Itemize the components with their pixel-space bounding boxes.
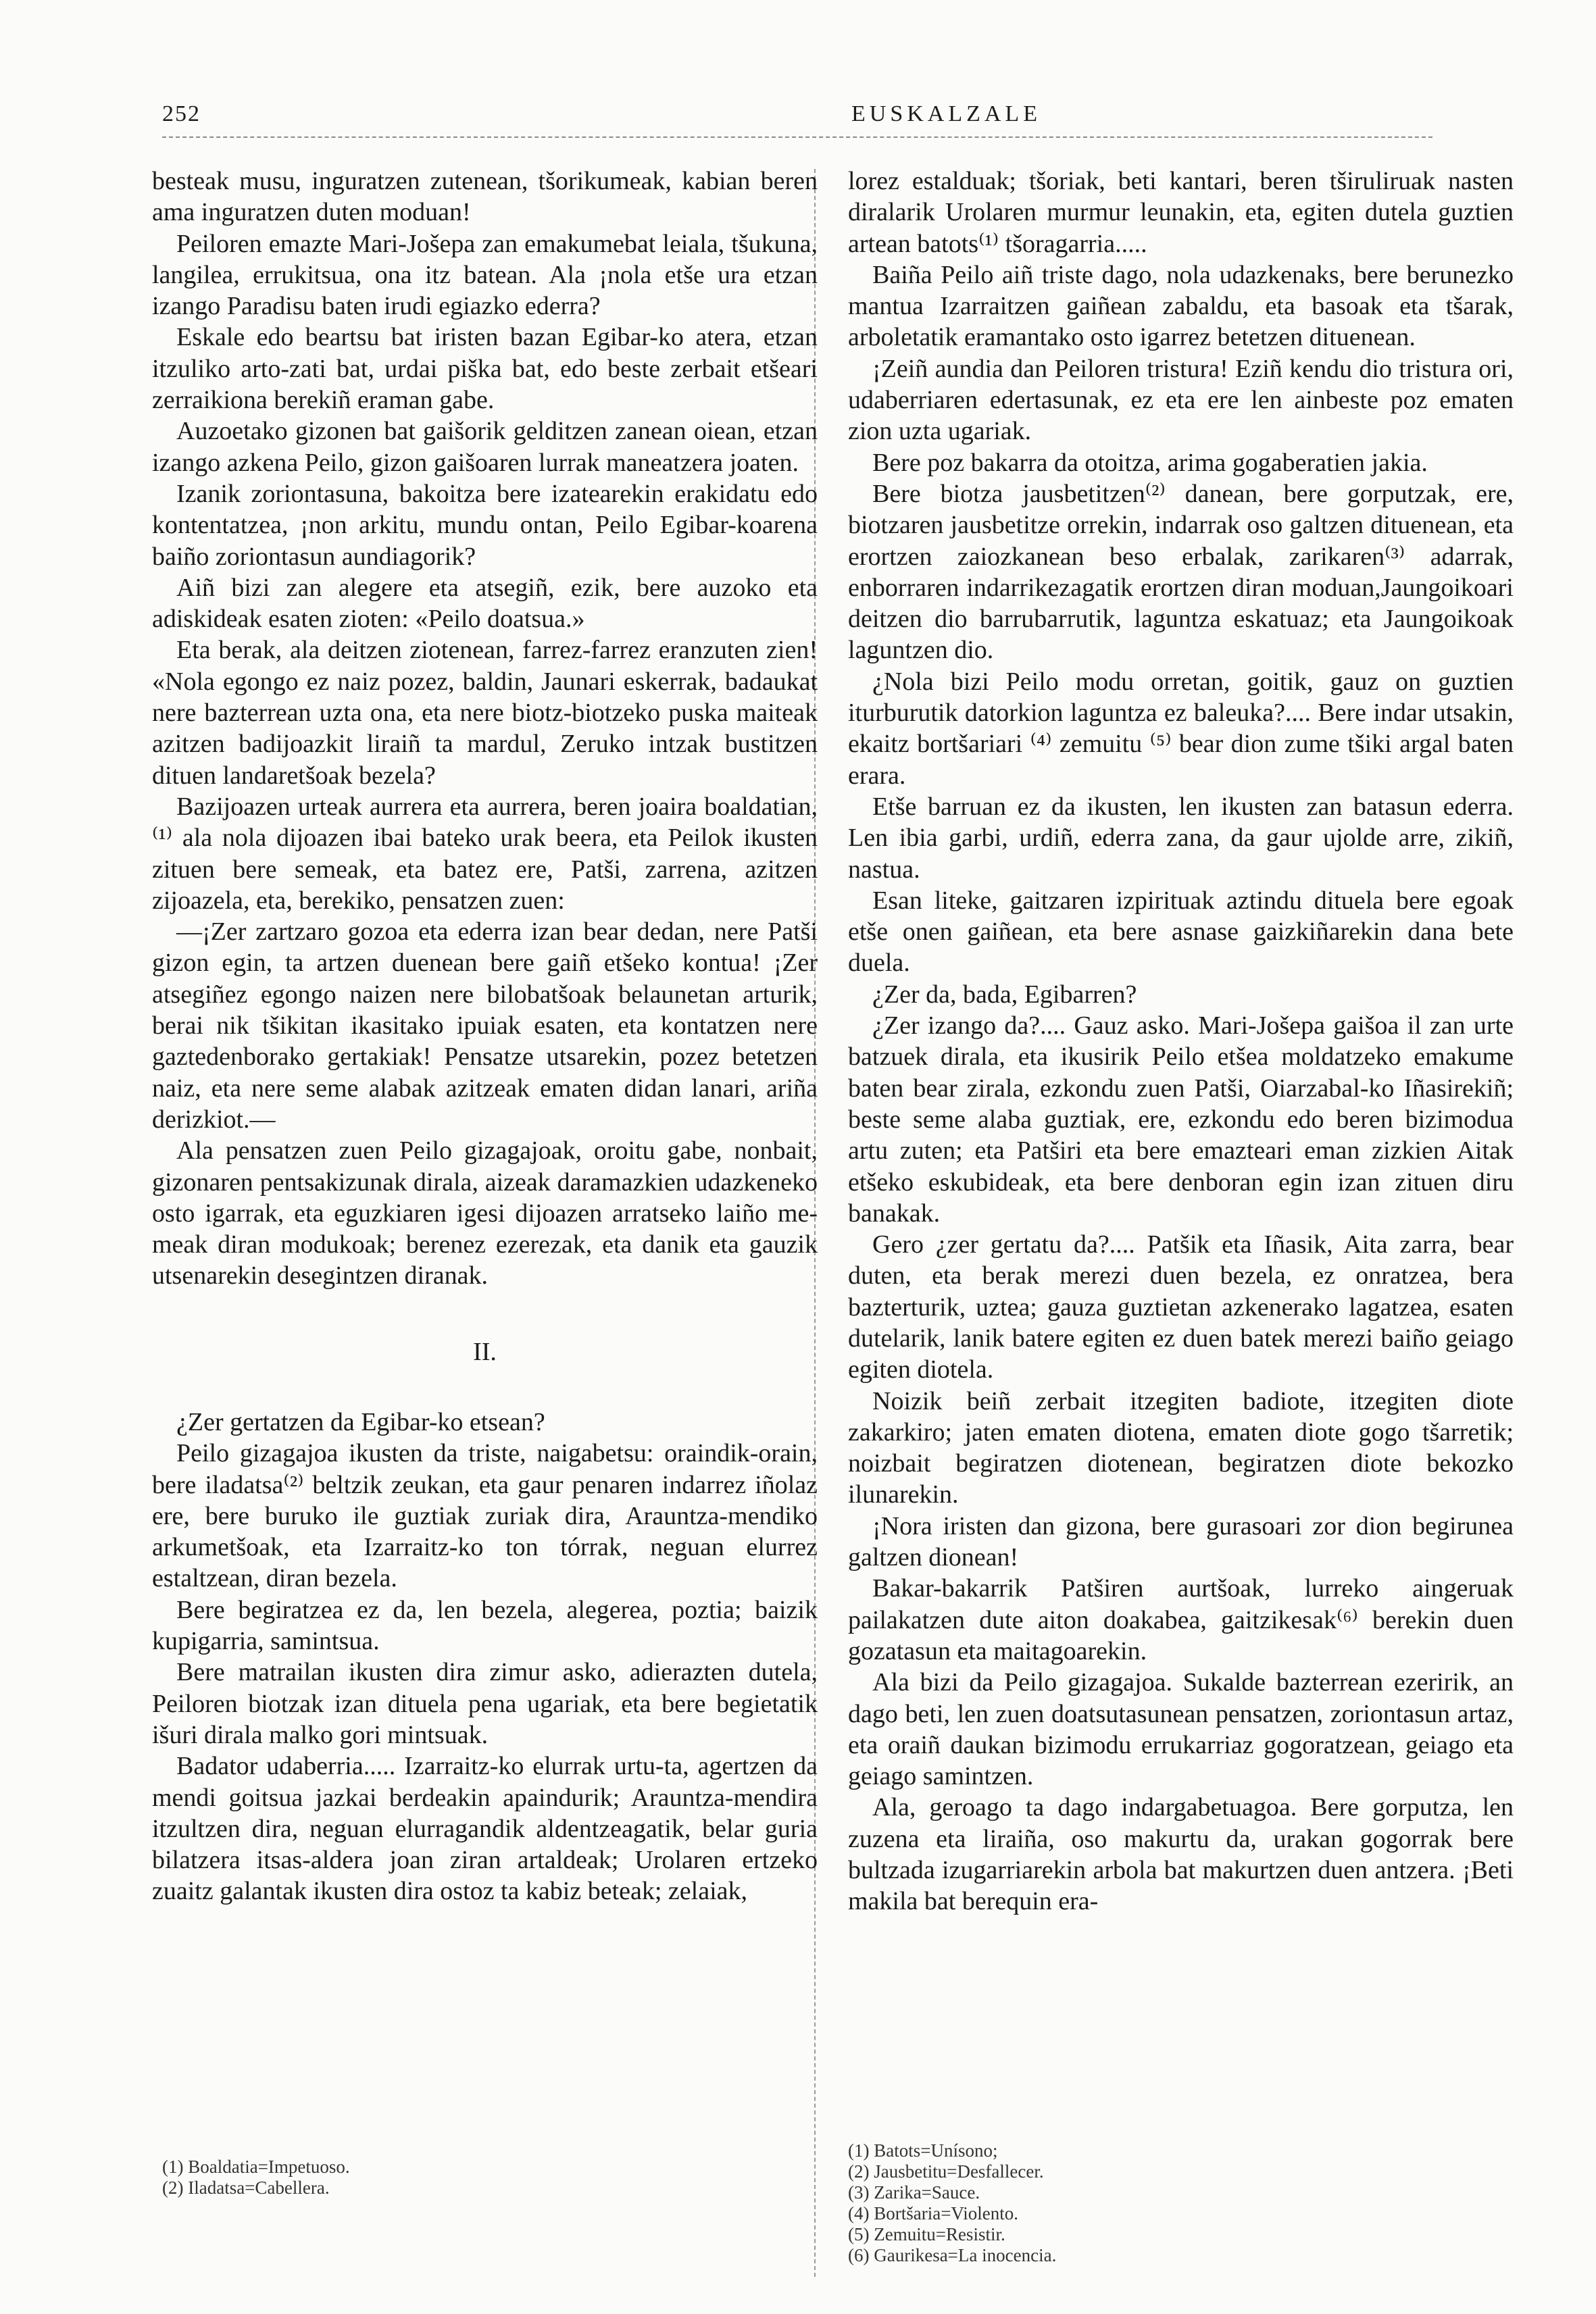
paragraph: Bere begiratzea ez da, len bezela, alegerea, poztia; baizik kupigarria, samintsua. xyxy=(152,1595,818,1656)
paragraph: ¿Zer gertatzen da Egibar-ko etsean? xyxy=(176,1407,545,1436)
paragraph: lorez estalduak; tšoriak, beti kantari, beren tširuliruak nasten diralarik Urolaren murmur leunakin, eta, egiten dutela guztien artean batots⁽¹⁾ tšoragarria..... xyxy=(848,167,1514,258)
paragraph: Badator udaberria..... Izarraitz-ko elurrak urtu-ta, agertzen da mendi goitsua jazkai berdeakin apaindurik; Arauntza-mendira itzultzen dira, neguan elurragandik aldentzeagatik, belar guria bilatzera itsas-aldera joan ziran artaldeak; Urolaren ertzeko zuaitz galantak ikusten dira ostoz ta kabiz beteak; zelaiak, xyxy=(152,1752,818,1906)
paragraph: Peiloren emazte Mari-Jošepa zan emakumebat leiala, tšukuna, langilea, errukitsua, ona itz batean. Ala ¡nola etše ura etzan izango Paradisu baten irudi egiazko ederra? xyxy=(152,229,818,321)
paragraph: Izanik zoriontasuna, bakoitza bere izatearekin erakidatu edo kontentatzea, ¡non arkitu, mundu ontan, Peilo Egibar-koarena baiño zoriontasun aundiagorik? xyxy=(152,479,818,571)
paragraph: Ala pensatzen zuen Peilo gizagajoak, oroitu gabe, nonbait, gizonaren pentsakizunak dirala, aizeak daramazkien udazkeneko osto igarrak, eta eguzkiaren igesi dijoazen arratseko laiño me-meak diran modukoak; berenez ezerezak, eta danik eta gauzik utsenarekin desegintzen diranak. xyxy=(152,1136,818,1290)
left-column xyxy=(152,166,818,1907)
paragraph: Eta berak, ala deitzen ziotenean, farrez-farrez eranzuten zien! «Nola egongo ez naiz pozez, baldin, Jaunari eskerrak, badaukat nere bazterrean uzta ona, eta nere biotz-biotzeko puska maiteak azitzen badijoazkit liraiñ ta mardul, Zeruko intzak bustitzen dituen landaretšoak bezela? xyxy=(152,636,818,790)
footnote: (2) Jausbetitu=Desfallecer. xyxy=(848,2161,1044,2182)
paragraph: Noizik beiñ zerbait itzegiten badiote, itzegiten diote zakarkiro; jaten ematen diotena, ematen diote gogo tšarretik; noizbait begiratzen diotenean, begiratzen diote bekozko ilunarekin. xyxy=(848,1386,1514,1509)
left-footnotes xyxy=(162,2157,350,2198)
paragraph: Bakar-bakarrik Patširen aurtšoak, lurreko aingeruak pailakatzen dute aiton doakabea, gaitzikesak⁽⁶⁾ berekin duen gozatasun eta maitagoarekin. xyxy=(848,1574,1514,1665)
paragraph: Bere poz bakarra da otoitza, arima gogaberatien jakia. xyxy=(872,448,1428,477)
paragraph: Peilo gizagajoa ikusten da triste, naigabetsu: oraindik-orain, bere iladatsa⁽²⁾ beltzik zeukan, eta gaur penaren indarrez iñolaz ere, bere buruko ile guztiak zuriak dira, Arauntza-mendiko arkumetšoak, eta Izarraitz-ko ton tórrak, neguan elurrez estaltzean, diran bezela. xyxy=(152,1439,818,1593)
footnote: (2) Iladatsa=Cabellera. xyxy=(162,2178,330,2198)
footnote: (1) Batots=Unísono; xyxy=(848,2140,998,2161)
running-title: EUSKALZALE xyxy=(851,101,1041,126)
footnote: (5) Zemuitu=Resistir. xyxy=(848,2224,1005,2244)
paragraph: ¡Nora iristen dan gizona, bere gurasoari zor dion begirunea galtzen dionean! xyxy=(848,1511,1514,1572)
paragraph: Etše barruan ez da ikusten, len ikusten zan batasun ederra. Len ibia garbi, urdiñ, ederra zana, da gaur ujolde arre, zikiñ, nastua. xyxy=(848,792,1514,884)
footnote: (1) Boaldatia=Impetuoso. xyxy=(162,2157,350,2177)
right-column xyxy=(848,166,1514,1917)
paragraph: Gero ¿zer gertatu da?.... Patšik eta Iñasik, Aita zarra, bear duten, eta berak merezi duen bezela, ez onratzea, bera bazterturik, uztea; gauza guztietan azkenerako lagatzea, esaten dutelarik, lanik batere egiten ez duen batek merezi baiño geiago egiten diotela. xyxy=(848,1230,1514,1384)
paragraph: besteak musu, inguratzen zutenean, tšorikumeak, kabian beren ama inguratzen duten moduan! xyxy=(152,167,818,227)
page-number: 252 xyxy=(162,101,201,126)
paragraph: Ala bizi da Peilo gizagajoa. Sukalde bazterrean ezeririk, an dago beti, len zuen doatsutasunean pensatzen, zoriontasun artaz, eta oraiñ daukan bizimodu errukarriaz gogoratzean, geiago eta geiago samintzen. xyxy=(848,1668,1514,1791)
paragraph: Ala, geroago ta dago indargabetuagoa. Bere gorputza, len zuzena eta liraiña, oso makurtu da, urakan gogorrak bere bultzada izugarriarekin arbola bat makurtzen duen antzera. ¡Beti makila bat berequin era- xyxy=(848,1793,1514,1916)
paragraph: ¡Zeiñ aundia dan Peiloren tristura! Eziñ kendu dio tristura ori, udaberriaren edertasunak, ez eta ere len ainbeste poz ematen zion uzta ugariak. xyxy=(848,354,1514,446)
header-rule xyxy=(162,136,1432,138)
paragraph: Esan liteke, gaitzaren izpirituak aztindu dituela bere egoak etše onen gaiñean, eta bere asnase gaizkiñarekin dana bete duela. xyxy=(848,886,1514,978)
paragraph: —¡Zer zartzaro gozoa eta ederra izan bear dedan, nere Patši gizon egin, ta artzen duenean bere gaiñ etšeko kontua! ¡Zer atsegiñez egongo naizen nere bilobatšoak belaunetan arturik, berai nik tšikitan ikasitako ipuiak esaten, eta kontatzen nere gaztedenborako gertakiak! Pensatze utsarekin, pozez betetzen naiz, eta nere seme alabak azitzeak ematen didan lanari, ariña derizkiot.— xyxy=(152,917,818,1134)
paragraph: Bere matrailan ikusten dira zimur asko, adierazten dutela, Peiloren biotzak izan dituela pena ugariak, eta bere begietatik išuri dirala malko gori mintsuak. xyxy=(152,1658,818,1749)
paragraph: ¿Nola bizi Peilo modu orretan, goitik, gauz on guztien iturburutik datorkion laguntza ez baleuka?.... Bere indar utsakin, ekaitz bortšariari ⁽⁴⁾ zemuitu ⁽⁵⁾ bear dion zume tšiki argal baten erara. xyxy=(848,667,1514,790)
paragraph: Baiña Peilo aiñ triste dago, nola udazkenaks, bere berunezko mantua Izarraitzen gaiñean zabaldu, eta basoak eta tšarak, arboletatik eramantako osto igarrez betetzen dituenean. xyxy=(848,260,1514,352)
paragraph: Bere biotza jausbetitzen⁽²⁾ danean, bere gorputzak, ere, biotzaren jausbetitze orrekin, indarrak oso galtzen dituenean, eta erortzen zaiozkanean beso erbalak, zarikaren⁽³⁾ adarrak, enborraren indarrikezagatik erortzen diran moduan,Jaungoikoari deitzen dio barrubarrutik, laguntza eskatuaz; eta Jaungoikoak laguntzen dio. xyxy=(848,479,1514,665)
paragraph: Auzoetako gizonen bat gaišorik gelditzen zanean oiean, etzan izango azkena Peilo, gizon gaišoaren lurrak maneatzera joaten. xyxy=(152,417,818,477)
running-header xyxy=(162,101,1432,135)
paragraph: Aiñ bizi zan alegere eta atsegiñ, ezik, bere auzoko eta adiskideak esaten zioten: «Peilo doatsua.» xyxy=(152,573,818,634)
paragraph: Eskale edo beartsu bat iristen bazan Egibar-ko atera, etzan itzuliko arto-zati bat, urdai piška bat, edo beste zerbait etšeari zerraikiona berekiñ eraman gabe. xyxy=(152,323,818,415)
footnote: (6) Gaurikesa=La inocencia. xyxy=(848,2245,1057,2265)
footnote: (3) Zarika=Sauce. xyxy=(848,2182,980,2203)
paragraph: Bazijoazen urteak aurrera eta aurrera, beren joaira boaldatian,⁽¹⁾ ala nola dijoazen ibai bateko urak beera, eta Peilok ikusten zituen bere semeak, eta batez ere, Patši, zarrena, azitzen zijoazela, eta, berekiko, pensatzen zuen: xyxy=(152,792,818,915)
paragraph: ¿Zer izango da?.... Gauz asko. Mari-Jošepa gaišoa il zan urte batzuek dirala, eta ikusirik Peilo etšea moldatzeko emakume baten bear zirala, ezkondu zuen Patši, Oiarzabal-ko Iñasirekiñ; beste seme alaba guztiak, ere, ezkondu edo beren bizimodua artu zuten; eta Patširi eta bere emazteari eman zizkien Aitak etšeko eskubideak, eta bere denboran egin izan zituen diru banakak. xyxy=(848,1011,1514,1228)
footnote: (4) Bortšaria=Violento. xyxy=(848,2203,1019,2223)
paragraph: ¿Zer da, bada, Egibarren? xyxy=(872,980,1137,1009)
right-footnotes xyxy=(848,2140,1056,2266)
section-title: II. xyxy=(473,1337,497,1366)
